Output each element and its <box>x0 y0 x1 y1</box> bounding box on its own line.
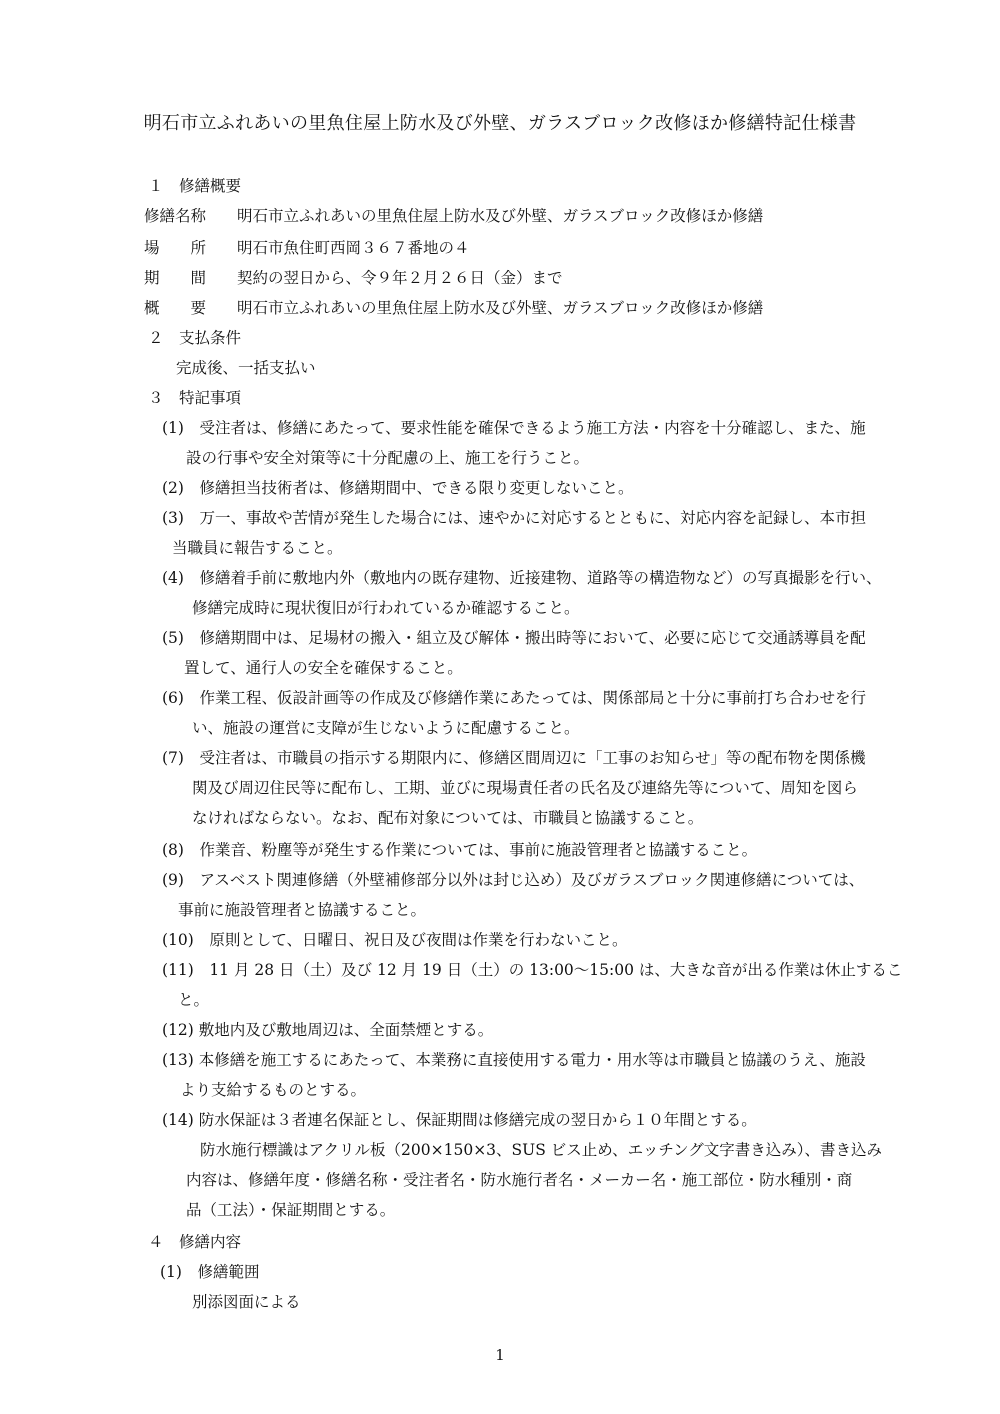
special-item-11: (11) 11 月 28 日（土）及び 12 月 19 日（土）の 13:00～15:00 は、大きな音が出る作業は休止するこ <box>162 961 903 979</box>
special-item-1-cont: 設の行事や安全対策等に十分配慮の上、施工を行うこと。 <box>186 449 590 467</box>
page-number: 1 <box>495 1346 505 1364</box>
repair-scope-heading: (1) 修繕範囲 <box>160 1263 260 1281</box>
special-item-11-cont: と。 <box>178 991 210 1009</box>
special-item-7: (7) 受注者は、市職員の指示する期限内に、修繕区間周辺に「工事のお知らせ」等の配布物を関係機 <box>162 749 866 767</box>
overview-value: 明石市立ふれあいの里魚住屋上防水及び外壁、ガラスブロック改修ほか修繕 <box>237 299 764 317</box>
overview-key: 期 間 <box>144 269 207 287</box>
special-item-4: (4) 修繕着手前に敷地内外（敷地内の既存建物、近接建物、道路等の構造物など）の写真撮影を行い、 <box>162 569 882 587</box>
overview-value: 明石市立ふれあいの里魚住屋上防水及び外壁、ガラスブロック改修ほか修繕 <box>237 207 764 225</box>
payment-terms-text: 完成後、一括支払い <box>176 359 316 377</box>
overview-row-name <box>144 206 763 226</box>
special-item-10: (10) 原則として、日曜日、祝日及び夜間は作業を行わないこと。 <box>162 931 628 949</box>
overview-value: 明石市魚住町西岡３６７番地の４ <box>237 239 470 257</box>
special-item-3-cont: 当職員に報告すること。 <box>172 539 343 557</box>
section-4-heading: ４ 修繕内容 <box>148 1233 242 1251</box>
special-item-4-cont: 修繕完成時に現状復旧が行われているか確認すること。 <box>192 599 580 617</box>
document-title: 明石市立ふれあいの里魚住屋上防水及び外壁、ガラスブロック改修ほか修繕特記仕様書 <box>143 113 857 134</box>
special-item-13-cont: より支給するものとする。 <box>180 1081 367 1099</box>
special-item-1: (1) 受注者は、修繕にあたって、要求性能を確保できるよう施工方法・内容を十分確認し、また、施 <box>162 419 866 437</box>
special-item-7-cont-1: 関及び周辺住民等に配布し、工期、並びに現場責任者の氏名及び連絡先等について、周知を図ら <box>192 779 858 797</box>
special-item-3: (3) 万一、事故や苦情が発生した場合には、速やかに対応するとともに、対応内容を記録し、本市担 <box>162 509 866 527</box>
special-item-2: (2) 修繕担当技術者は、修繕期間中、できる限り変更しないこと。 <box>162 479 634 497</box>
overview-key: 修繕名称 <box>144 207 207 225</box>
overview-key: 概 要 <box>144 299 207 317</box>
overview-key: 場 所 <box>144 239 207 257</box>
overview-row-location <box>144 238 470 258</box>
section-2-heading: ２ 支払条件 <box>148 329 242 347</box>
special-item-13: (13) 本修繕を施工するにあたって、本業務に直接使用する電力・用水等は市職員と協議のうえ、施設 <box>162 1051 866 1069</box>
overview-value: 契約の翌日から、令９年２月２６日（金）まで <box>237 269 563 287</box>
special-item-12: (12) 敷地内及び敷地周辺は、全面禁煙とする。 <box>162 1021 494 1039</box>
overview-row-period <box>144 268 563 288</box>
special-item-5: (5) 修繕期間中は、足場材の搬入・組立及び解体・搬出時等において、必要に応じて交通誘導員を配 <box>162 629 866 647</box>
special-item-6-cont: い、施設の運営に支障が生じないように配慮すること。 <box>192 719 580 737</box>
overview-row-summary <box>144 298 763 318</box>
special-item-5-cont: 置して、通行人の安全を確保すること。 <box>184 659 463 677</box>
special-item-9: (9) アスベスト関連修繕（外壁補修部分以外は封じ込め）及びガラスブロック関連修繕については、 <box>162 871 865 889</box>
section-1-heading: １ 修繕概要 <box>148 177 242 195</box>
special-item-8: (8) 作業音、粉塵等が発生する作業については、事前に施設管理者と協議すること。 <box>162 841 758 859</box>
special-item-14: (14) 防水保証は３者連名保証とし、保証期間は修繕完成の翌日から１０年間とする。 <box>162 1111 757 1129</box>
special-item-14-cont-2: 内容は、修繕年度・修繕名称・受注者名・防水施行者名・メーカー名・施工部位・防水種別・商 <box>186 1171 853 1189</box>
special-item-9-cont: 事前に施設管理者と協議すること。 <box>178 901 427 919</box>
special-item-14-cont-1: 防水施行標識はアクリル板（200×150×3、SUS ビス止め、エッチング文字書き込み）、書き込み <box>200 1141 883 1159</box>
special-item-14-cont-3: 品（工法）・保証期間とする。 <box>186 1201 396 1219</box>
repair-scope-text: 別添図面による <box>192 1293 301 1311</box>
special-item-7-cont-2: なければならない。なお、配布対象については、市職員と協議すること。 <box>192 809 704 827</box>
section-3-heading: ３ 特記事項 <box>148 389 242 407</box>
special-item-6: (6) 作業工程、仮設計画等の作成及び修繕作業にあたっては、関係部局と十分に事前打ち合わせを行 <box>162 689 866 707</box>
